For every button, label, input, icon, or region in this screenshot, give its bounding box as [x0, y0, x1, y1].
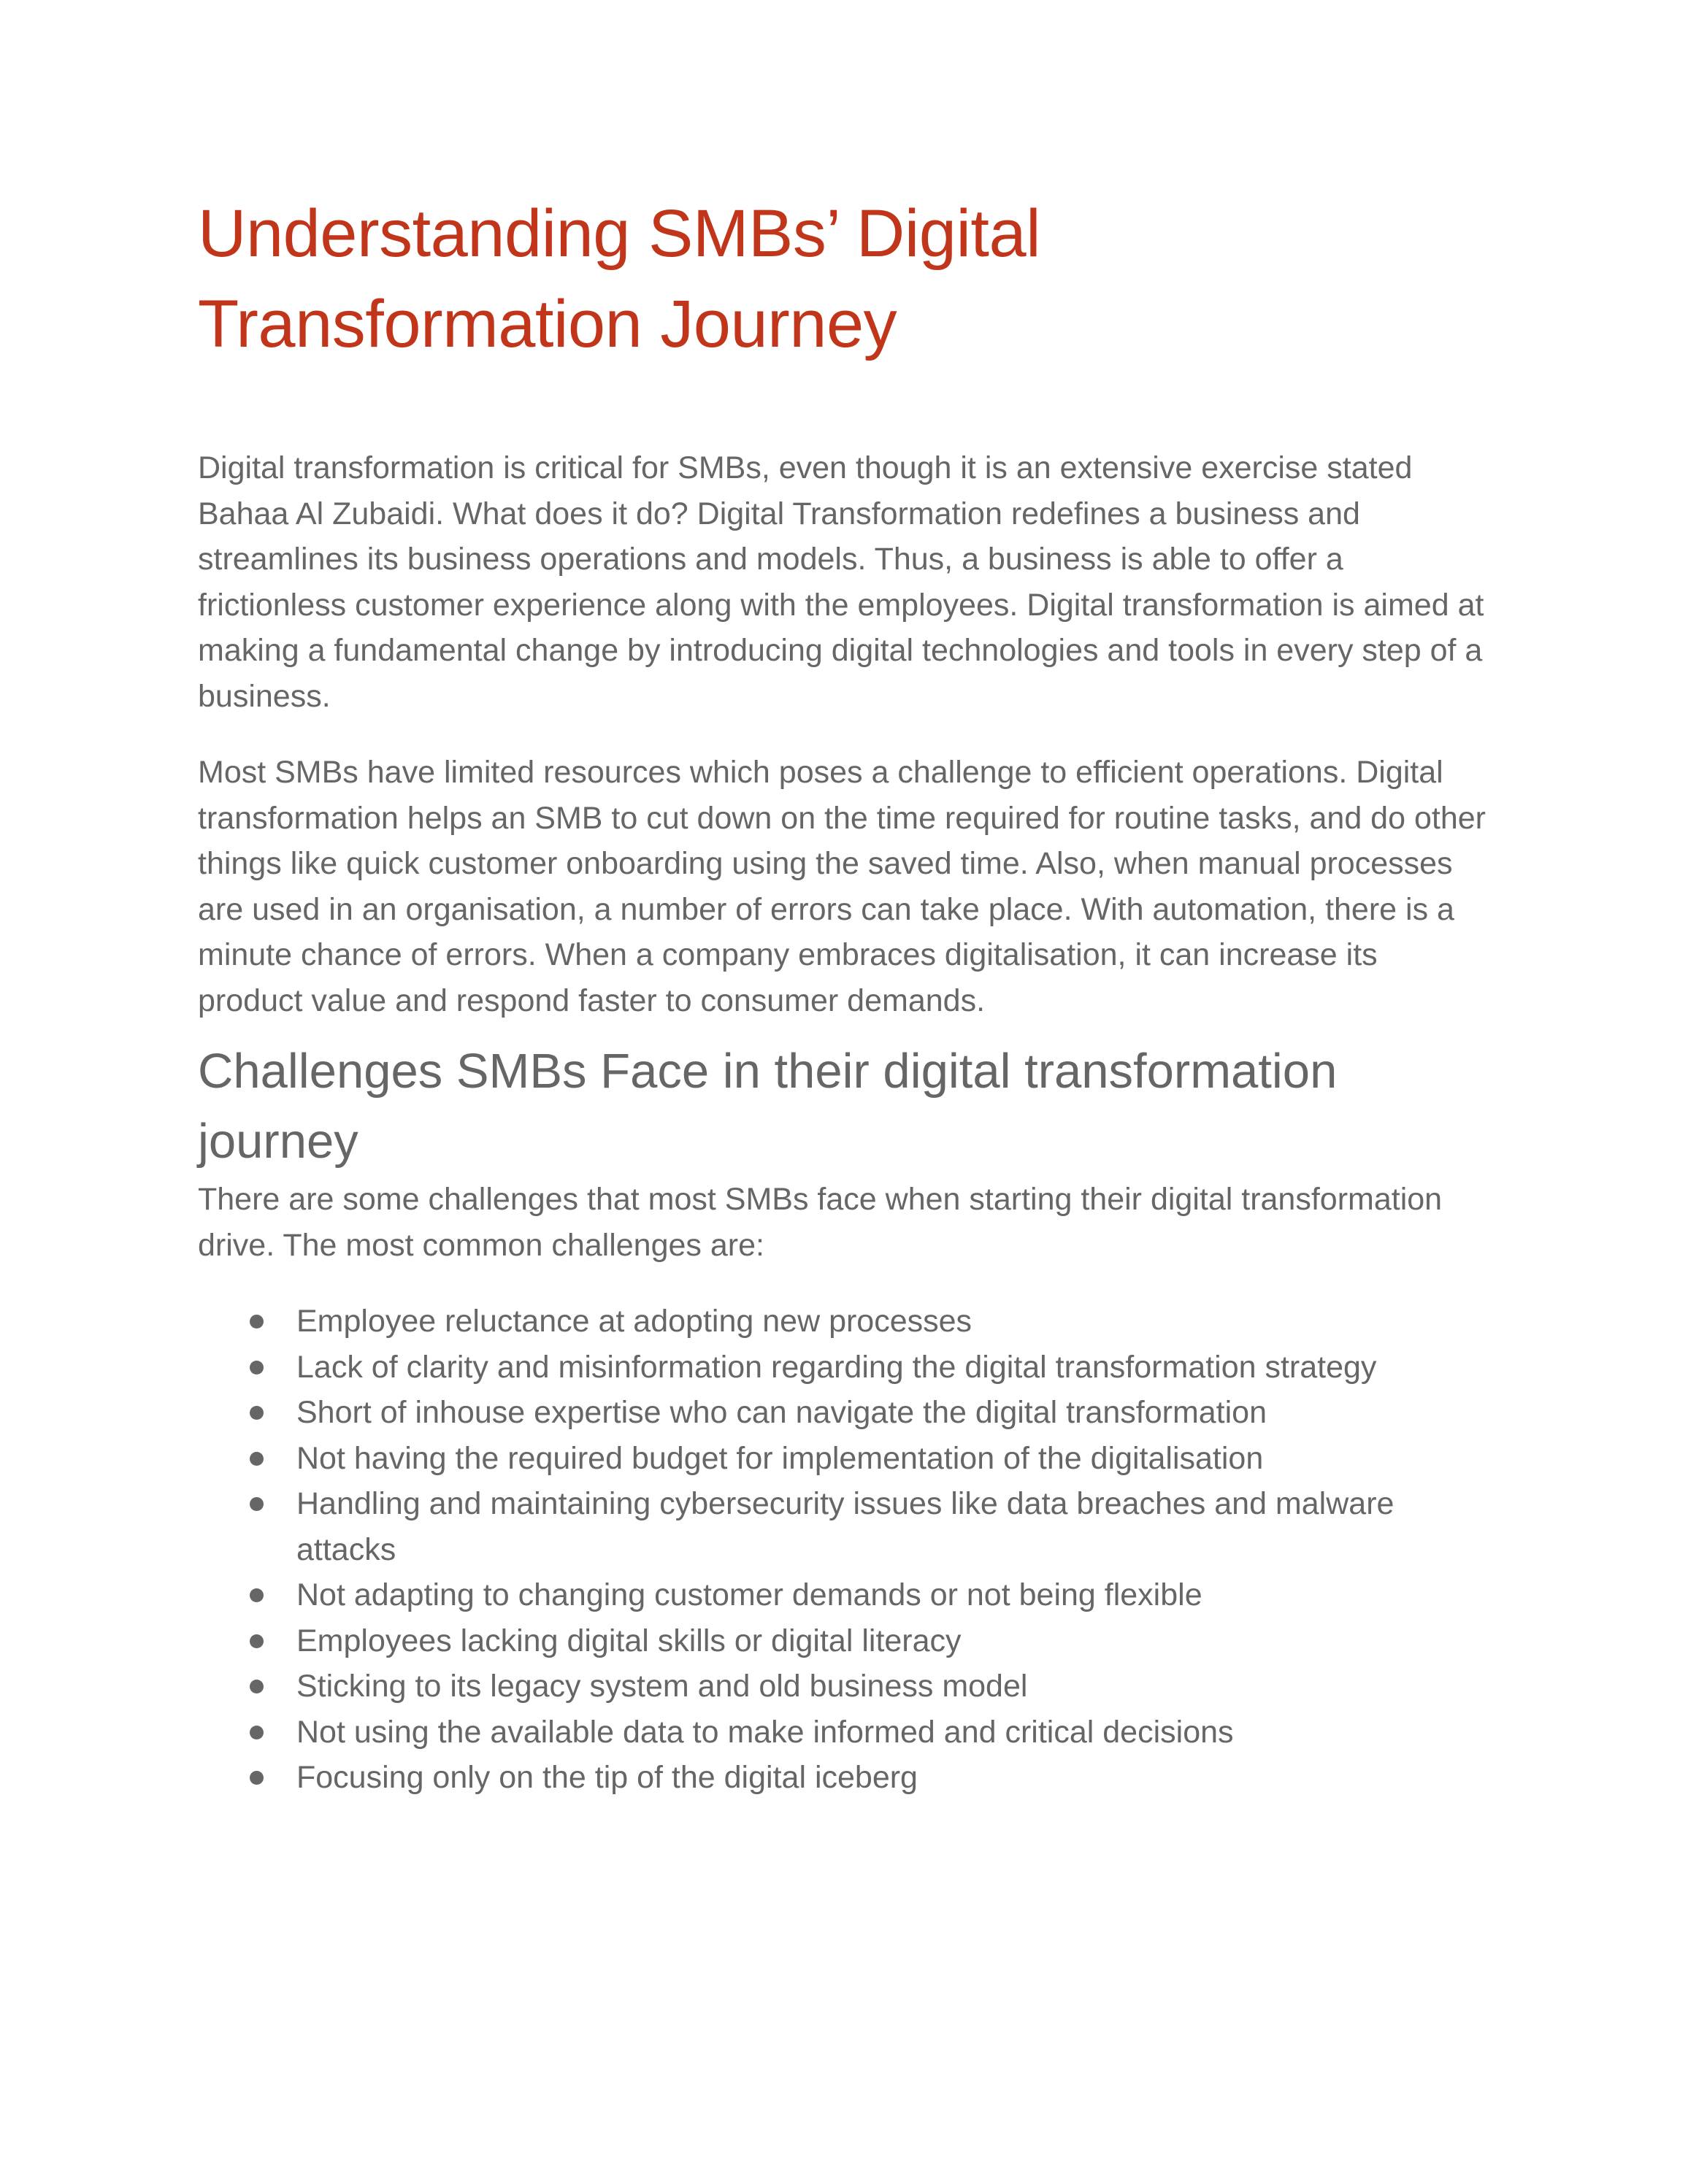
list-item	[198, 1572, 1490, 1618]
list-item-text: Not adapting to changing customer demands or not being flexible	[296, 1577, 1202, 1612]
list-item-text: Employees lacking digital skills or digital literacy	[296, 1623, 962, 1658]
list-item	[198, 1390, 1490, 1436]
bullet-icon	[250, 1406, 264, 1420]
intro-paragraph: Digital transformation is critical for SMBs, even though it is an extensive exercise stated Bahaa Al Zubaidi. What does it do? Digital Transformation redefines a business and streamlines its business operations and models. Thus, a business is able to offer a frictionless customer experience along with the employees. Digital transformation is aimed at making a fundamental change by introducing digital technologies and tools in every step of a business.	[198, 450, 1484, 714]
bullet-icon	[250, 1452, 264, 1466]
list-item	[198, 1618, 1490, 1664]
list-item	[198, 1299, 1490, 1345]
list-item-text: Not using the available data to make informed and critical decisions	[296, 1714, 1234, 1750]
bullet-icon	[250, 1680, 264, 1693]
bullet-icon	[250, 1497, 264, 1511]
bullet-icon	[250, 1771, 264, 1785]
bullet-icon	[250, 1315, 264, 1329]
list-item-text: Sticking to its legacy system and old business model	[296, 1669, 1028, 1704]
list-item	[198, 1664, 1490, 1710]
list-item	[198, 1710, 1490, 1756]
list-item-text: Not having the required budget for implementation of the digitalisation	[296, 1440, 1264, 1476]
bullet-icon	[250, 1634, 264, 1648]
document-title: Understanding SMBs’ Digital Transformation Journey	[198, 196, 1041, 361]
list-item-text: Employee reluctance at adopting new processes	[296, 1304, 972, 1339]
list-item	[198, 1436, 1490, 1482]
list-item	[198, 1345, 1490, 1391]
challenges-list	[198, 1299, 1490, 1801]
bullet-icon	[250, 1361, 264, 1374]
list-item-text: Short of inhouse expertise who can navigate the digital transformation	[296, 1395, 1267, 1430]
bullet-icon	[250, 1726, 264, 1739]
list-item-text: Handling and maintaining cybersecurity issues like data breaches and malware attacks	[296, 1486, 1394, 1567]
section-heading: Challenges SMBs Face in their digital transformation journey	[198, 1044, 1338, 1169]
document-page	[198, 188, 1490, 1801]
list-item	[198, 1481, 1490, 1572]
section-intro-paragraph: There are some challenges that most SMBs face when starting their digital transformation drive. The most common challenges are:	[198, 1182, 1443, 1263]
list-item-text: Focusing only on the tip of the digital iceberg	[296, 1760, 918, 1795]
list-item-text: Lack of clarity and misinformation regarding the digital transformation strategy	[296, 1349, 1377, 1385]
list-item	[198, 1755, 1490, 1801]
bullet-icon	[250, 1588, 264, 1602]
resources-paragraph: Most SMBs have limited resources which poses a challenge to efficient operations. Digital transformation helps an SMB to cut down on the time required for routine tasks, and do other things like quick customer onboarding using the saved time. Also, when manual processes are used in an organisation, a number of errors can take place. With automation, there is a minute chance of errors. When a company embraces digitalisation, it can increase its product value and respond faster to consumer demands.	[198, 755, 1486, 1018]
